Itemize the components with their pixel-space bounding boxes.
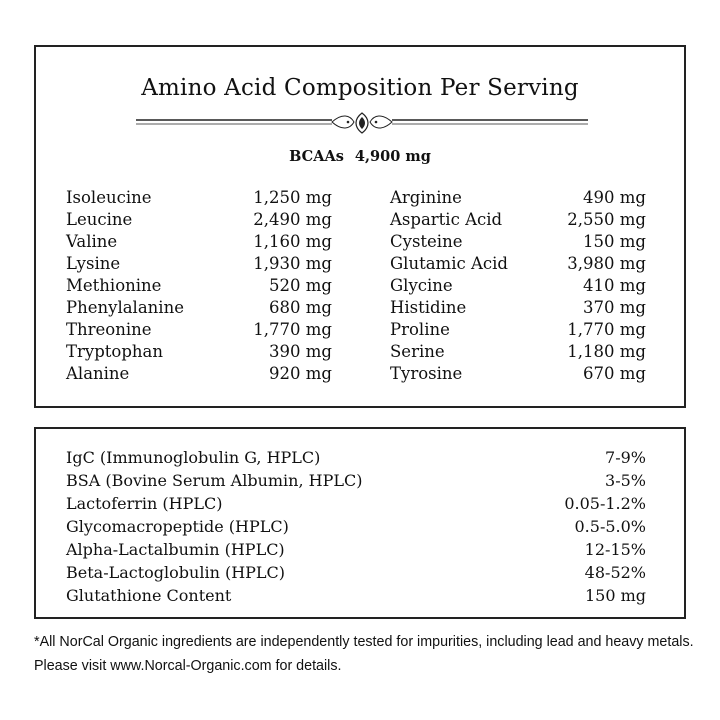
amino-name: Methionine [66, 276, 162, 295]
bcaa-total [36, 148, 684, 165]
amino-value: 2,550 mg [567, 210, 646, 229]
composition-name: Alpha-Lactalbumin (HPLC) [66, 540, 285, 559]
composition-value: 48-52% [584, 563, 646, 582]
amino-value: 1,770 mg [567, 320, 646, 339]
amino-value: 370 mg [583, 298, 646, 317]
composition-row [66, 584, 646, 607]
composition-row [66, 515, 646, 538]
composition-name: Glutathione Content [66, 586, 232, 605]
amino-row [66, 253, 332, 275]
bcaa-label: BCAAs [289, 148, 344, 165]
amino-name: Isoleucine [66, 188, 152, 207]
amino-row [390, 363, 646, 385]
testing-footnote: *All NorCal Organic ingredients are independently tested for impurities, including lead and heavy metals. Please visit www.Norcal-Organic.com for details. [34, 634, 694, 674]
amino-name: Serine [390, 342, 445, 361]
amino-name: Leucine [66, 210, 133, 229]
amino-value: 1,250 mg [253, 188, 332, 207]
amino-name: Phenylalanine [66, 298, 184, 317]
amino-name: Proline [390, 320, 450, 339]
amino-value: 3,980 mg [567, 254, 646, 273]
composition-row [66, 538, 646, 561]
composition-value: 12-15% [584, 540, 646, 559]
amino-name: Arginine [390, 188, 462, 207]
composition-row [66, 469, 646, 492]
amino-value: 920 mg [269, 364, 332, 383]
amino-row [390, 297, 646, 319]
amino-row [66, 319, 332, 341]
amino-value: 490 mg [583, 188, 646, 207]
composition-name: Lactoferrin (HPLC) [66, 494, 223, 513]
amino-column-right [390, 187, 646, 385]
amino-row [390, 187, 646, 209]
amino-row [66, 231, 332, 253]
amino-name: Glutamic Acid [390, 254, 508, 273]
amino-row [390, 275, 646, 297]
amino-column-left [66, 187, 332, 385]
amino-name: Tryptophan [66, 342, 163, 361]
composition-value: 150 mg [584, 586, 646, 605]
composition-name: Beta-Lactoglobulin (HPLC) [66, 563, 286, 582]
composition-value: 7-9% [605, 448, 646, 467]
amino-value: 1,770 mg [253, 320, 332, 339]
amino-row [66, 209, 332, 231]
amino-value: 390 mg [269, 342, 332, 361]
composition-row [66, 492, 646, 515]
protein-composition-panel [34, 427, 686, 619]
composition-row [66, 446, 646, 469]
amino-row [390, 231, 646, 253]
amino-name: Threonine [66, 320, 152, 339]
composition-name: IgC (Immunoglobulin G, HPLC) [66, 448, 321, 467]
bcaa-value: 4,900 mg [354, 148, 431, 165]
panel-title: Amino Acid Composition Per Serving [141, 75, 579, 101]
composition-list [66, 446, 646, 607]
amino-row [66, 297, 332, 319]
composition-value: 3-5% [605, 471, 646, 490]
amino-value: 410 mg [583, 276, 646, 295]
amino-acid-panel [34, 45, 686, 408]
amino-value: 670 mg [583, 364, 646, 383]
amino-row [66, 341, 332, 363]
amino-value: 1,160 mg [253, 232, 332, 251]
amino-name: Valine [66, 232, 118, 251]
composition-value: 0.05-1.2% [564, 494, 646, 513]
amino-row [66, 363, 332, 385]
amino-row [390, 253, 646, 275]
amino-row [66, 275, 332, 297]
amino-name: Glycine [390, 276, 453, 295]
composition-name: Glycomacropeptide (HPLC) [66, 517, 289, 536]
amino-name: Aspartic Acid [390, 210, 503, 229]
amino-row [390, 341, 646, 363]
amino-value: 680 mg [269, 298, 332, 317]
amino-name: Cysteine [390, 232, 463, 251]
amino-row [66, 187, 332, 209]
composition-row [66, 561, 646, 584]
amino-value: 1,180 mg [567, 342, 646, 361]
composition-value: 0.5-5.0% [574, 517, 646, 536]
amino-name: Alanine [66, 364, 130, 383]
amino-name: Tyrosine [390, 364, 463, 383]
ornamental-divider-icon [136, 111, 588, 135]
amino-name: Histidine [390, 298, 467, 317]
amino-value: 2,490 mg [253, 210, 332, 229]
amino-value: 520 mg [269, 276, 332, 295]
amino-value: 1,930 mg [253, 254, 332, 273]
amino-name: Lysine [66, 254, 121, 273]
amino-row [390, 209, 646, 231]
amino-row [390, 319, 646, 341]
amino-value: 150 mg [583, 232, 646, 251]
composition-name: BSA (Bovine Serum Albumin, HPLC) [66, 471, 363, 490]
